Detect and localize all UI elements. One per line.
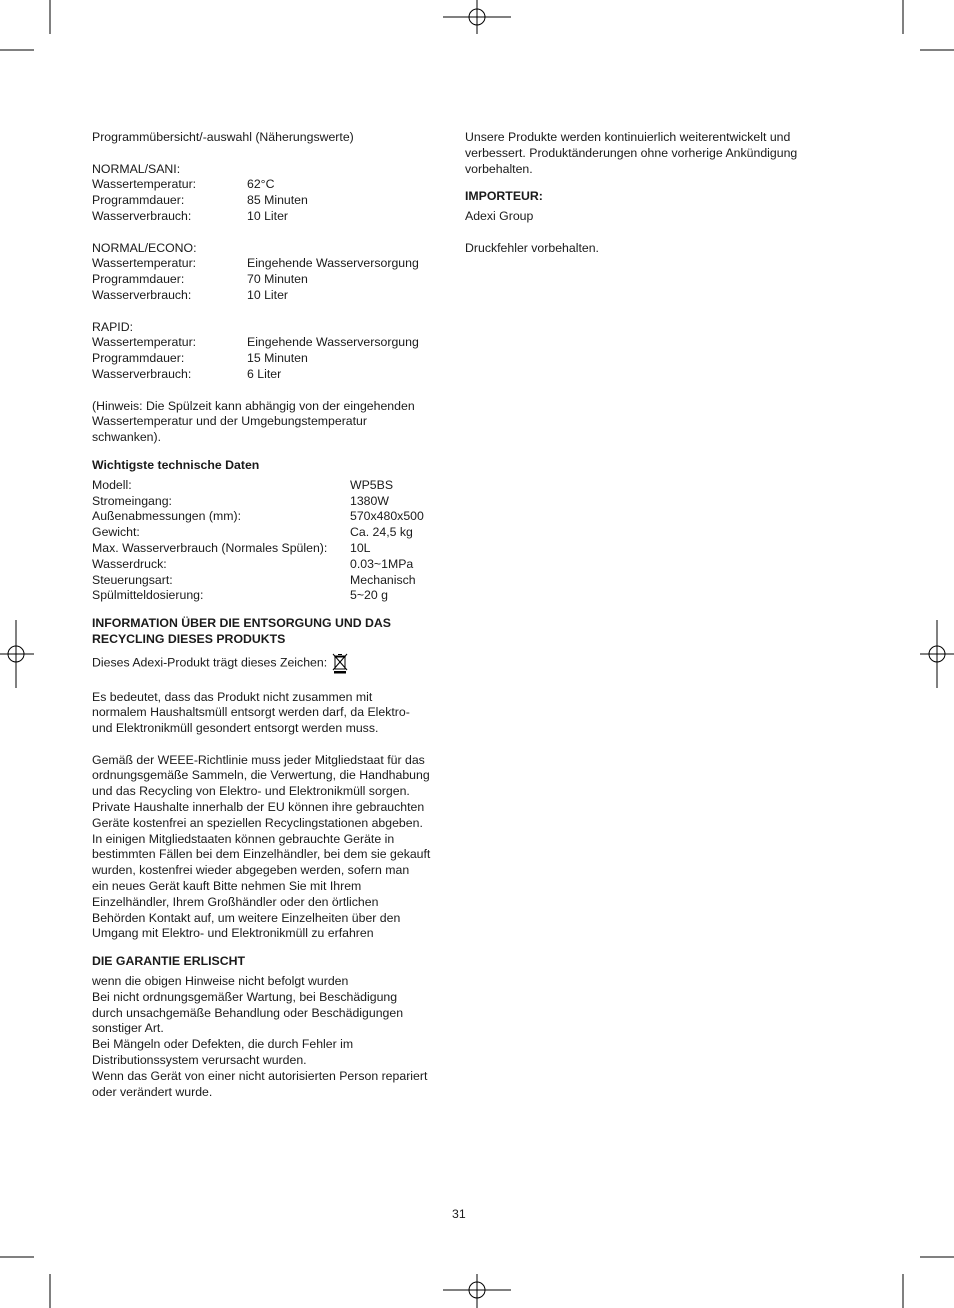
row-label: Wasserverbrauch: xyxy=(92,366,192,381)
text-line: Gemäß der WEEE-Richtlinie muss jeder Mitgliedstaat für das xyxy=(92,752,425,767)
text-line: verbessert. Produktänderungen ohne vorherige Ankündigung xyxy=(465,145,798,160)
spec-label: Außenabmessungen (mm): xyxy=(92,509,241,524)
spec-label: Max. Wasserverbrauch (Normales Spülen): xyxy=(92,540,328,555)
recycling-heading-line: RECYCLING DIESES PRODUKTS xyxy=(92,631,286,646)
row-label: Wassertemperatur: xyxy=(92,335,197,350)
program-title: Programmübersicht/-auswahl (Näherungswerte) xyxy=(92,130,354,144)
text-line: Bei Mängeln oder Defekten, die durch Fehler im xyxy=(92,1037,354,1052)
spec-value: 10L xyxy=(350,540,371,555)
right-column xyxy=(465,130,825,257)
program-normal-econo xyxy=(92,241,452,304)
program-name: NORMAL/ECONO: xyxy=(92,240,197,255)
program-name: RAPID: xyxy=(92,319,133,334)
hint-line: (Hinweis: Die Spülzeit kann abhängig von der eingehenden xyxy=(92,398,415,413)
left-column xyxy=(92,130,452,1100)
tech-specs-table xyxy=(92,478,452,604)
text-line: und das Recycling von Elektro- und Elektronikmüll sorgen. xyxy=(92,784,410,799)
hint-paragraph xyxy=(92,399,452,446)
spec-value: 1380W xyxy=(350,493,389,508)
crossed-bin-icon xyxy=(331,652,349,674)
page-number: 31 xyxy=(452,1207,466,1221)
row-value: 6 Liter xyxy=(247,366,282,381)
row-label: Programmdauer: xyxy=(92,193,185,208)
row-value: 10 Liter xyxy=(247,287,289,302)
text-line: Umgang mit Elektro- und Elektronikmüll zu erfahren xyxy=(92,926,374,941)
row-label: Wasserverbrauch: xyxy=(92,287,192,302)
spec-label: Wasserdruck: xyxy=(92,556,167,571)
product-change-paragraph xyxy=(465,130,825,177)
row-value: 70 Minuten xyxy=(247,272,308,287)
text-line: Wenn das Gerät von einer nicht autorisierten Person repariert xyxy=(92,1068,428,1083)
text-line: Private Haushalte innerhalb der EU können ihre gebrauchten xyxy=(92,800,425,815)
spec-label: Spülmitteldosierung: xyxy=(92,588,204,603)
text-line: ein neues Gerät kauft Bitte nehmen Sie mit Ihrem xyxy=(92,879,362,894)
spec-label: Modell: xyxy=(92,477,132,492)
text-line: durch unsachgemäße Behandlung oder Beschädigungen xyxy=(92,1005,404,1020)
tech-heading: Wichtigste technische Daten xyxy=(92,457,260,472)
text-line: Behörden Kontakt auf, um weitere Einzelheiten über den xyxy=(92,910,401,925)
row-label: Wassertemperatur: xyxy=(92,177,197,192)
row-label: Wasserverbrauch: xyxy=(92,208,192,223)
text-line: Distributionssystem verursacht wurden. xyxy=(92,1053,307,1068)
warranty-heading: DIE GARANTIE ERLISCHT xyxy=(92,954,246,969)
misprint-note: Druckfehler vorbehalten. xyxy=(465,240,599,255)
importer-name: Adexi Group xyxy=(465,209,534,224)
text-line: ordnungsgemäße Sammeln, die Verwertung, die Handhabung xyxy=(92,768,430,783)
row-value: 10 Liter xyxy=(247,208,289,223)
spec-value: 570x480x500 xyxy=(350,509,424,524)
spec-value: 0.03~1MPa xyxy=(350,556,414,571)
program-rapid xyxy=(92,320,452,383)
spec-value: WP5BS xyxy=(350,477,394,492)
recycling-symbol-text: Dieses Adexi-Produkt trägt dieses Zeichen: xyxy=(92,654,328,669)
spec-value: Mechanisch xyxy=(350,572,416,587)
spec-label: Steuerungsart: xyxy=(92,572,173,587)
spec-value: Ca. 24,5 kg xyxy=(350,525,413,540)
text-line: sonstiger Art. xyxy=(92,1021,164,1036)
text-line: bestimmten Fällen bei dem Einzelhändler, bei dem sie gekauft xyxy=(92,847,431,862)
warranty-paragraph xyxy=(92,974,452,1100)
recycling-paragraph-2 xyxy=(92,753,452,943)
text-line: Geräte kostenfrei an speziellen Recyclingstationen abgeben. xyxy=(92,815,423,830)
recycling-paragraph-1 xyxy=(92,690,452,737)
row-value: 62°C xyxy=(247,177,275,192)
spec-label: Gewicht: xyxy=(92,525,140,540)
recycling-symbol-line xyxy=(92,652,452,674)
row-label: Wassertemperatur: xyxy=(92,256,197,271)
text-line: wenn die obigen Hinweise nicht befolgt wurden xyxy=(92,974,349,989)
row-value: 15 Minuten xyxy=(247,351,308,366)
row-label: Programmdauer: xyxy=(92,351,185,366)
program-name: NORMAL/SANI: xyxy=(92,161,181,176)
program-normal-sani xyxy=(92,162,452,225)
spec-label: Stromeingang: xyxy=(92,493,172,508)
hint-line: schwanken). xyxy=(92,430,162,445)
text-line: oder verändert wurde. xyxy=(92,1084,213,1099)
importer-heading: IMPORTEUR: xyxy=(465,189,543,204)
text-line: normalem Haushaltsmüll entsorgt werden darf, da Elektro- xyxy=(92,705,410,720)
row-value: Eingehende Wasserversorgung xyxy=(247,335,419,350)
spec-value: 5~20 g xyxy=(350,588,388,603)
text-line: wurden, kostenfrei wieder abgegeben werden, sofern man xyxy=(92,863,410,878)
text-line: und Elektronikmüll gesondert entsorgt werden muss. xyxy=(92,721,379,736)
row-value: Eingehende Wasserversorgung xyxy=(247,256,419,271)
text-line: In einigen Mitgliedstaaten können gebrauchte Geräte in xyxy=(92,831,395,846)
text-line: Bei nicht ordnungsgemäßer Wartung, bei Beschädigung xyxy=(92,989,398,1004)
recycling-heading-line: INFORMATION ÜBER DIE ENTSORGUNG UND DAS xyxy=(92,616,391,631)
text-line: Einzelhändler, Ihrem Großhändler oder den örtlichen xyxy=(92,894,379,909)
recycling-heading xyxy=(92,616,452,648)
hint-line: Wassertemperatur und der Umgebungstemperatur xyxy=(92,414,367,429)
text-line: Es bedeutet, dass das Produkt nicht zusammen mit xyxy=(92,689,373,704)
text-line: Unsere Produkte werden kontinuierlich weiterentwickelt und xyxy=(465,130,791,144)
row-value: 85 Minuten xyxy=(247,193,308,208)
text-line: vorbehalten. xyxy=(465,161,533,176)
row-label: Programmdauer: xyxy=(92,272,185,287)
